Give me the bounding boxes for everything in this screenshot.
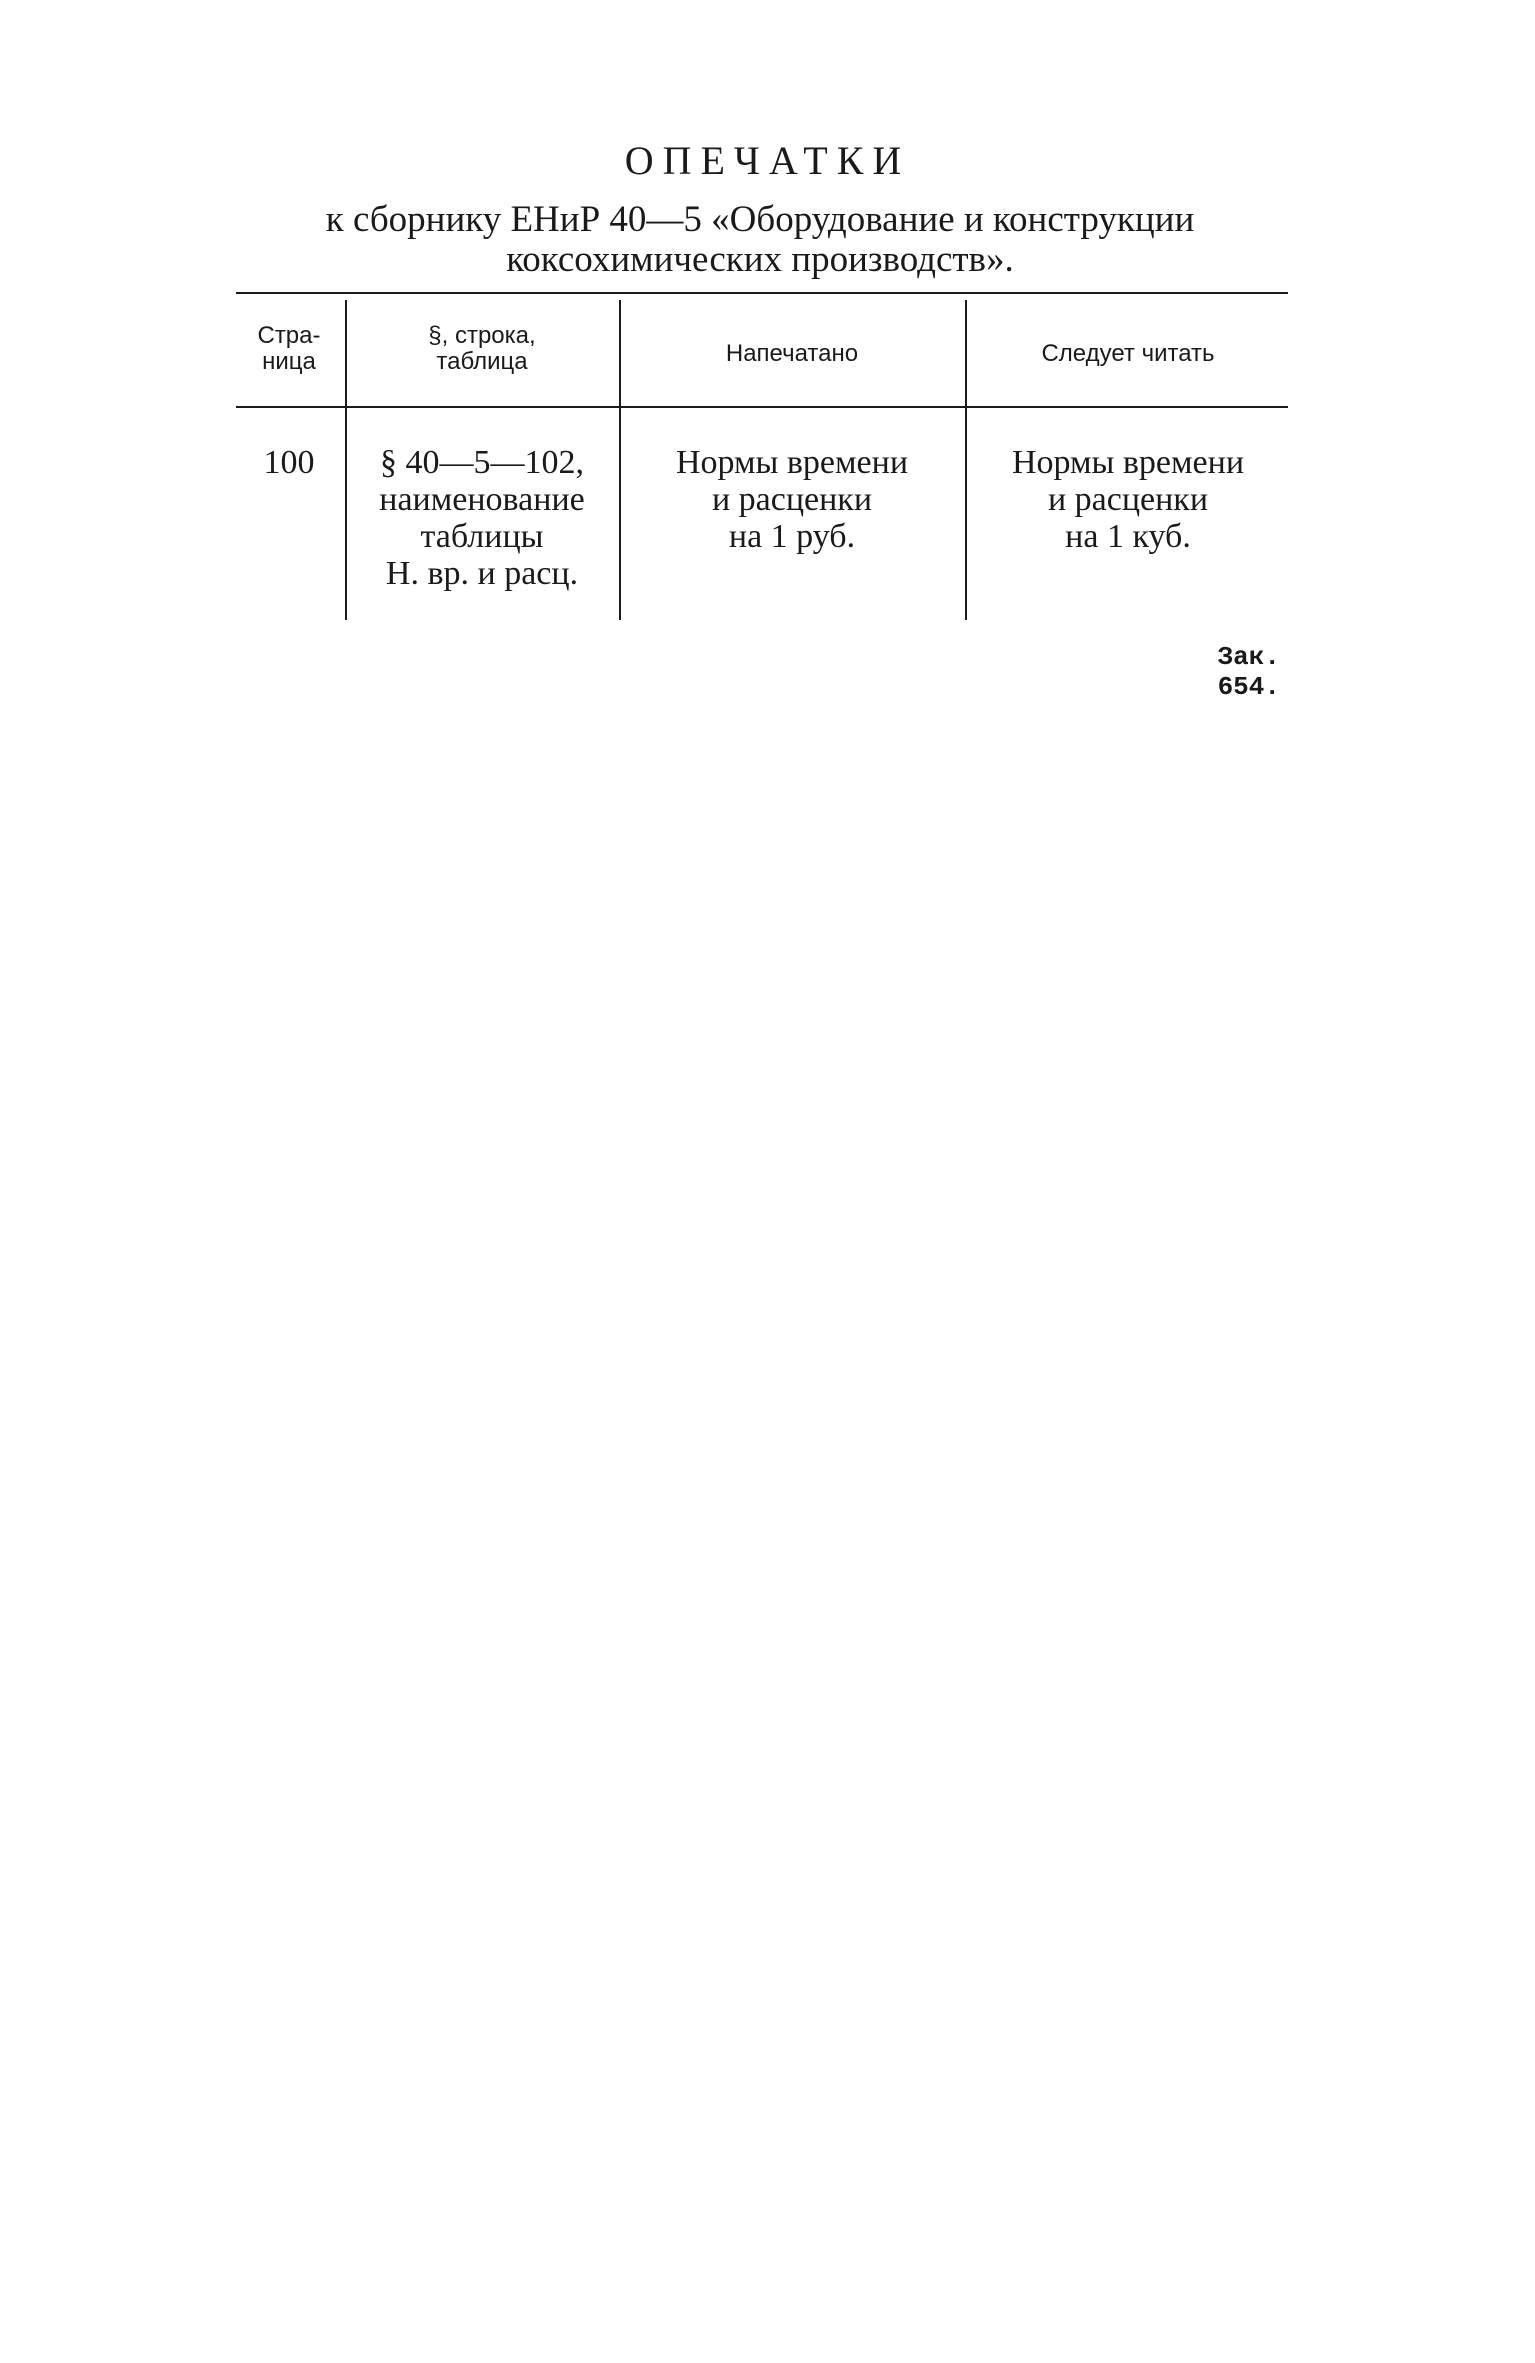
column-divider <box>619 300 621 620</box>
row-correct-text: Нормы времени и расценки на 1 куб. <box>1011 444 1245 555</box>
row-location: § 40—5—102, наименование таблицы Н. вр. и расц. <box>379 444 585 592</box>
column-header-page: Стра- ница <box>257 322 321 375</box>
subtitle-line: к сборнику ЕНиР 40—5 «Оборудование и конструкции <box>325 199 1195 240</box>
column-header-location: §, строка, таблица <box>428 322 536 375</box>
column-header-printed: Напечатано <box>725 340 859 367</box>
column-divider <box>965 300 967 620</box>
document-subtitle <box>230 200 1290 280</box>
table-top-rule <box>236 292 1288 294</box>
table-header-rule <box>236 406 1288 408</box>
page-title: ОПЕЧАТКИ <box>624 138 911 183</box>
column-divider <box>345 300 347 620</box>
row-page-number: 100 <box>263 444 315 481</box>
order-number: Зак. 654. <box>1217 642 1280 702</box>
column-header-correct: Следует читать <box>1041 340 1215 367</box>
row-printed-text: Нормы времени и расценки на 1 руб. <box>675 444 909 555</box>
subtitle-line: коксохимических производств». <box>506 239 1014 280</box>
